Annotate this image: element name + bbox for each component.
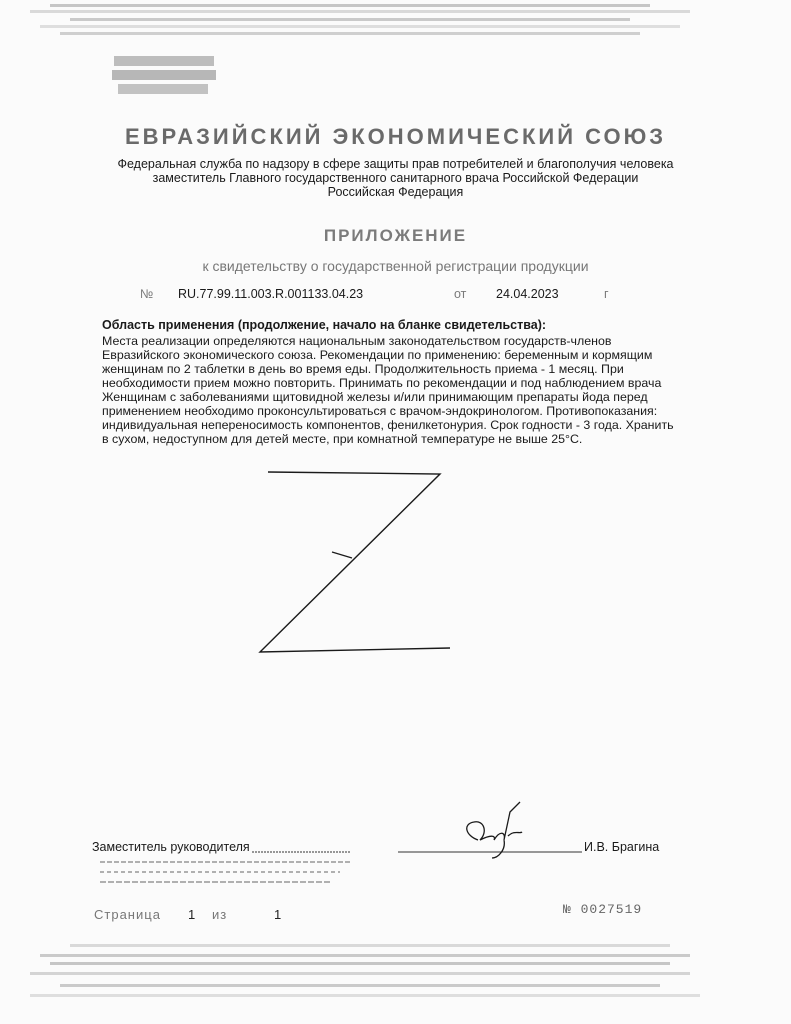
scan-noise-top xyxy=(30,0,771,40)
handwritten-signature xyxy=(448,800,528,862)
total-pages: 1 xyxy=(274,907,283,922)
signature-lines xyxy=(252,838,582,860)
date-label: от xyxy=(454,287,467,301)
page-label: Страница xyxy=(94,907,161,922)
of-label: из xyxy=(212,907,228,922)
footer-noise xyxy=(100,858,360,890)
union-name: ЕВРАЗИЙСКИЙ ЭКОНОМИЧЕСКИЙ СОЮЗ xyxy=(124,124,667,149)
section-body: Места реализации определяются национальным законодательством государств-членов Евразийского экономического союза. Рекомендации по применению: беременным и кормящим женщинам по 2 таблетки в день во время еды. Продолжительность приема - 1 месяц. При необходимости прием можно повторить. Принимать по рекомендации и под наблюдением врача Женщинам с заболеваниями щитовидной железы и/или принимающим препараты йода перед применением необходимо проконсультироваться с врачом-эндокринологом. Противопоказания: индивидуальная непереносимость компонентов, фенилкетонурия. Срок годности - 3 года. Хранить в сухом, недоступном для детей месте, при комнатной температуре не выше 25°C. xyxy=(102,334,674,446)
emblem-logo xyxy=(112,54,222,98)
page-number: 1 xyxy=(188,907,197,922)
registration-date: 24.04.2023 xyxy=(496,287,559,301)
section-heading: Область применения (продолжение, начало на бланке свидетельства): xyxy=(102,318,547,332)
footer-details xyxy=(100,858,360,893)
scan-noise-bottom xyxy=(30,940,771,1010)
document-title: ПРИЛОЖЕНИЕ xyxy=(323,226,468,245)
number-label: № xyxy=(140,287,154,301)
date-suffix: г xyxy=(604,287,609,301)
strike-through-mark xyxy=(200,460,460,670)
authority-line-3: Российская Федерация xyxy=(327,185,464,199)
authority-line-2: заместитель Главного государственного санитарного врача Российской Федерации xyxy=(152,171,639,185)
signatory-name: И.В. Брагина xyxy=(584,840,660,854)
issuing-authority xyxy=(0,157,791,199)
form-number: № 0027519 xyxy=(563,902,643,917)
registration-number: RU.77.99.11.003.R.001133.04.23 xyxy=(178,287,364,301)
document-subtitle: к свидетельству о государственной регистрации продукции xyxy=(202,258,589,274)
signatory-position: Заместитель руководителя xyxy=(92,840,250,854)
authority-line-1: Федеральная служба по надзору в сфере защиты прав потребителей и благополучия человека xyxy=(117,157,674,171)
